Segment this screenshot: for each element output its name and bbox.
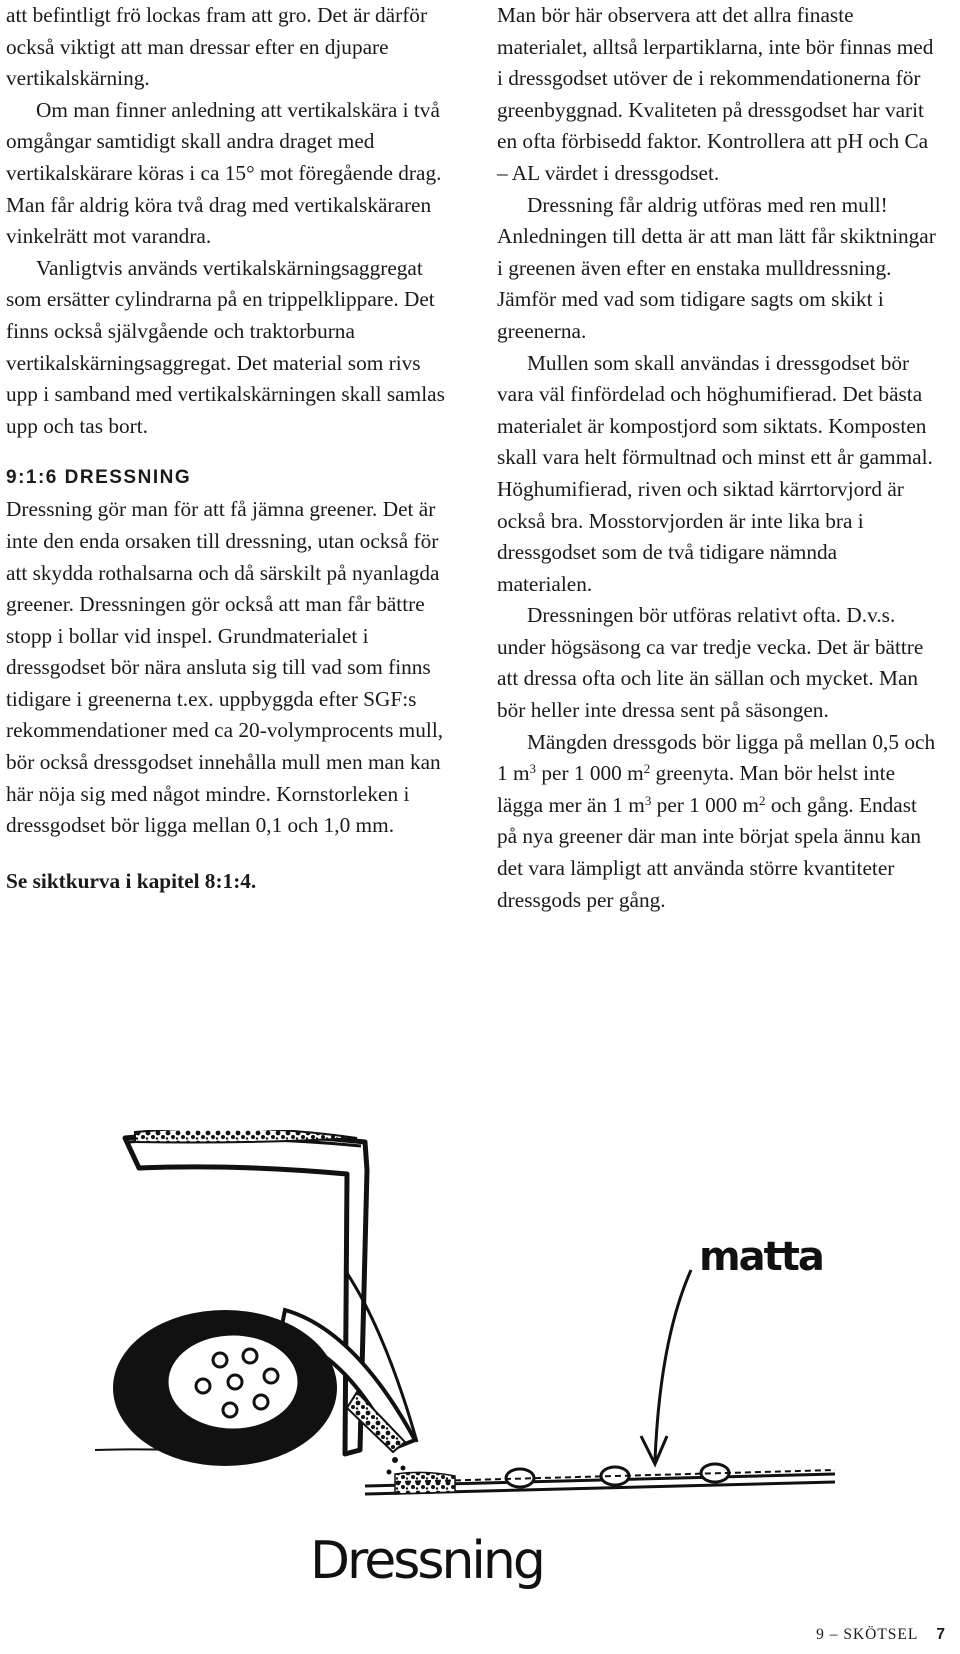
page-footer (816, 1626, 946, 1644)
paragraph: Dressningen bör utföras relativt ofta. D.v.s. under högsäsong ca var tredje vecka. Det är bättre att dressa ofta och lite än sällan och mycket. Man bör heller inte dressa sent på säsongen. (497, 603, 924, 723)
superscript: 3 (529, 761, 537, 777)
see-reference: Se siktkurva i kapitel 8:1:4. (6, 868, 257, 893)
text-run: greenyta. Man bör helst inte lägga mer än 1 m (497, 761, 896, 817)
superscript: 3 (644, 792, 652, 808)
paragraph: Man bör här observera att det allra finaste materialet, alltså lerpartiklarna, inte bör finnas med i dressgodset utöver de i rekommendationerna för greenbyggnad. Kvaliteten på dressgodset har varit en ofta förbisedd faktor. Kontrollera att pH och Ca – AL värdet i dressgodset. (497, 3, 934, 185)
paragraph: Dressning får aldrig utföras med ren mull! Anledningen till detta är att man lätt får skiktningar i greenen även efter en enstaka mulldressning. Jämför med vad som tidigare sagts om skikt i greenerna. (497, 192, 936, 343)
wheel (113, 1310, 337, 1466)
paragraph: Vanligtvis används vertikalskärningsaggregat som ersätter cylindrarna på en trippelklippare. Det finns också självgående och traktorburna vertikalskärningsaggregat. Det material som rivs upp i samband med vertikalskärningen skall samlas upp och tas bort. (6, 255, 445, 438)
section-heading: 9:1:6 DRESSNING (6, 467, 192, 489)
text-run: Mängden dressgods bör ligga på mellan 0,5 och 1 m (497, 729, 936, 786)
page-number: 7 (936, 1626, 946, 1643)
label-matta: matta (699, 1234, 823, 1280)
text-run: per 1 000 m (651, 792, 759, 817)
footer-section: 9 – SKÖTSEL (816, 1626, 919, 1643)
text-run: per 1 000 m (536, 761, 644, 786)
paragraph: att befintligt frö lockas fram att gro. Det är därför också viktigt att man dressar efter en djupare vertikalskärning. (6, 3, 428, 91)
left-column (6, 0, 446, 897)
right-column (497, 0, 937, 916)
paragraph: Dressning gör man för att få jämna greener. Det är inte den enda orsaken till dressning, utan också för att skydda rothalsarna och då särskilt på nyanlagda greener. Dressningen gör också att man får bättre stopp i bollar vid inspel. Grundmaterialet i dressgodset bör nära ansluta sig till vad som finns tidigare i greenerna t.ex. uppbyggda efter SGF:s rekommendationer med ca 20-volymprocents mull, bör också dressgodset innehålla mull men man kan här nöja sig med något mindre. Kornstorleken i dressgodset bör ligga mellan 0,1 och 1,0 mm. (6, 497, 444, 838)
superscript: 2 (643, 761, 651, 777)
paragraph: Om man finner anledning att vertikalskära i två omgångar samtidigt skall andra draget med vertikalskärare köras i ca 15° mot föregående drag. Man får aldrig köra två drag med vertikalskäraren vinkelrätt mot varandra. (6, 97, 442, 249)
superscript: 2 (759, 792, 766, 808)
label-dressning: Dressning (310, 1531, 543, 1590)
text-run: och gång. Endast på nya greener där man inte börjat spela ännu kan det vara lämpligt att använda större kvantiteter dressgods per gång. (497, 792, 921, 912)
arrow-icon (641, 1270, 691, 1464)
dressing-machine-illustration (95, 1130, 835, 1590)
paragraph: Mullen som skall användas i dressgodset bör vara väl finfördelad och höghumifierad. Det bästa materialet är kompostjord som siktats. Komposten skall vara helt förmultnad och minst ett år gammal. Höghumifierad, riven och siktad kärrtorvjord är också bra. Mosstorvjorden är inte lika bra i dressgodset som de två tidigare nämnda materialen. (497, 350, 933, 596)
paragraph-quantity (497, 727, 937, 917)
